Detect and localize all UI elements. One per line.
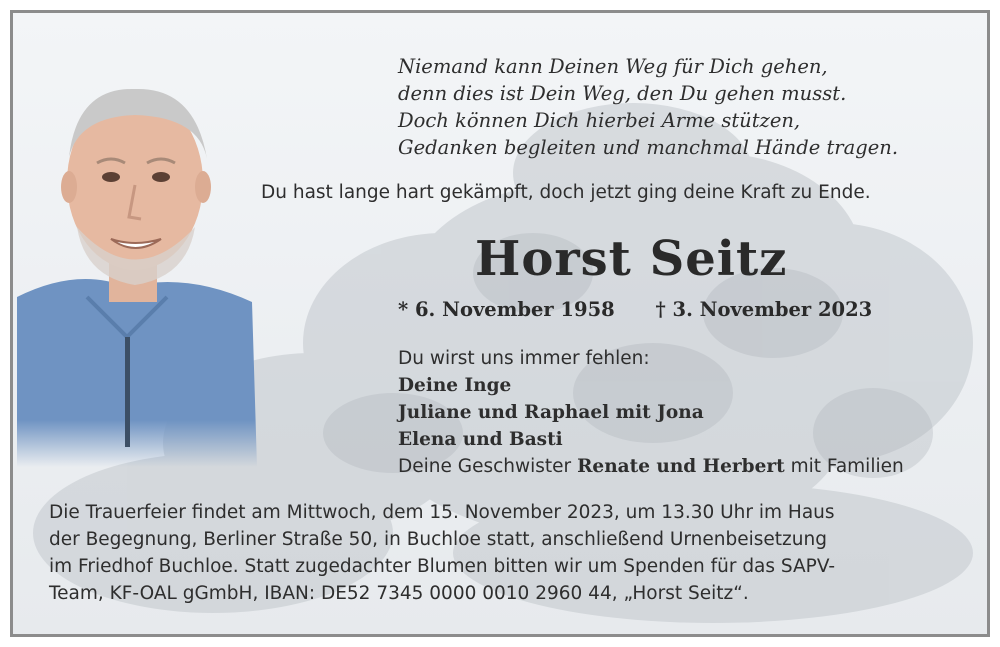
service-line: Team, KF-OAL gGmbH, IBAN: DE52 7345 0000 0010 2960 44, „Horst Seitz“. xyxy=(49,583,749,604)
poem-line: Doch können Dich hierbei Arme stützen, xyxy=(398,109,801,132)
mourners-intro: Du wirst uns immer fehlen: xyxy=(398,348,650,369)
fight-line: Du hast lange hart gekämpft, doch jetzt ging deine Kraft zu Ende. xyxy=(261,182,871,203)
mourner: Elena und Basti xyxy=(398,429,563,450)
birth-date: * 6. November 1958 xyxy=(398,298,615,321)
poem-line: denn dies ist Dein Weg, den Du gehen musst. xyxy=(398,82,847,105)
poem-line: Gedanken begleiten und manchmal Hände tragen. xyxy=(398,136,899,159)
siblings-prefix: Deine Geschwister xyxy=(398,456,572,477)
siblings-names: Renate und Herbert xyxy=(577,456,785,477)
mourner: Juliane und Raphael mit Jona xyxy=(398,402,704,423)
service-line: Die Trauerfeier findet am Mittwoch, dem 15. November 2023, um 13.30 Uhr im Haus xyxy=(49,502,835,523)
life-dates xyxy=(398,298,872,321)
deceased-name: Horst Seitz xyxy=(475,231,788,287)
death-date: † 3. November 2023 xyxy=(655,298,873,321)
service-info xyxy=(49,499,969,607)
obituary-card xyxy=(10,10,990,637)
service-line: im Friedhof Buchloe. Statt zugedachter Blumen bitten wir um Spenden für das SAPV- xyxy=(49,556,836,577)
service-line: der Begegnung, Berliner Straße 50, in Buchloe statt, anschließend Urnenbeisetzung xyxy=(49,529,827,550)
mourner: Deine Inge xyxy=(398,375,512,396)
siblings-line xyxy=(398,453,904,480)
portrait-photo xyxy=(17,47,257,467)
poem xyxy=(398,53,898,161)
poem-line: Niemand kann Deinen Weg für Dich gehen, xyxy=(398,55,828,78)
mourners-list xyxy=(398,345,904,480)
siblings-suffix: mit Familien xyxy=(790,456,904,477)
